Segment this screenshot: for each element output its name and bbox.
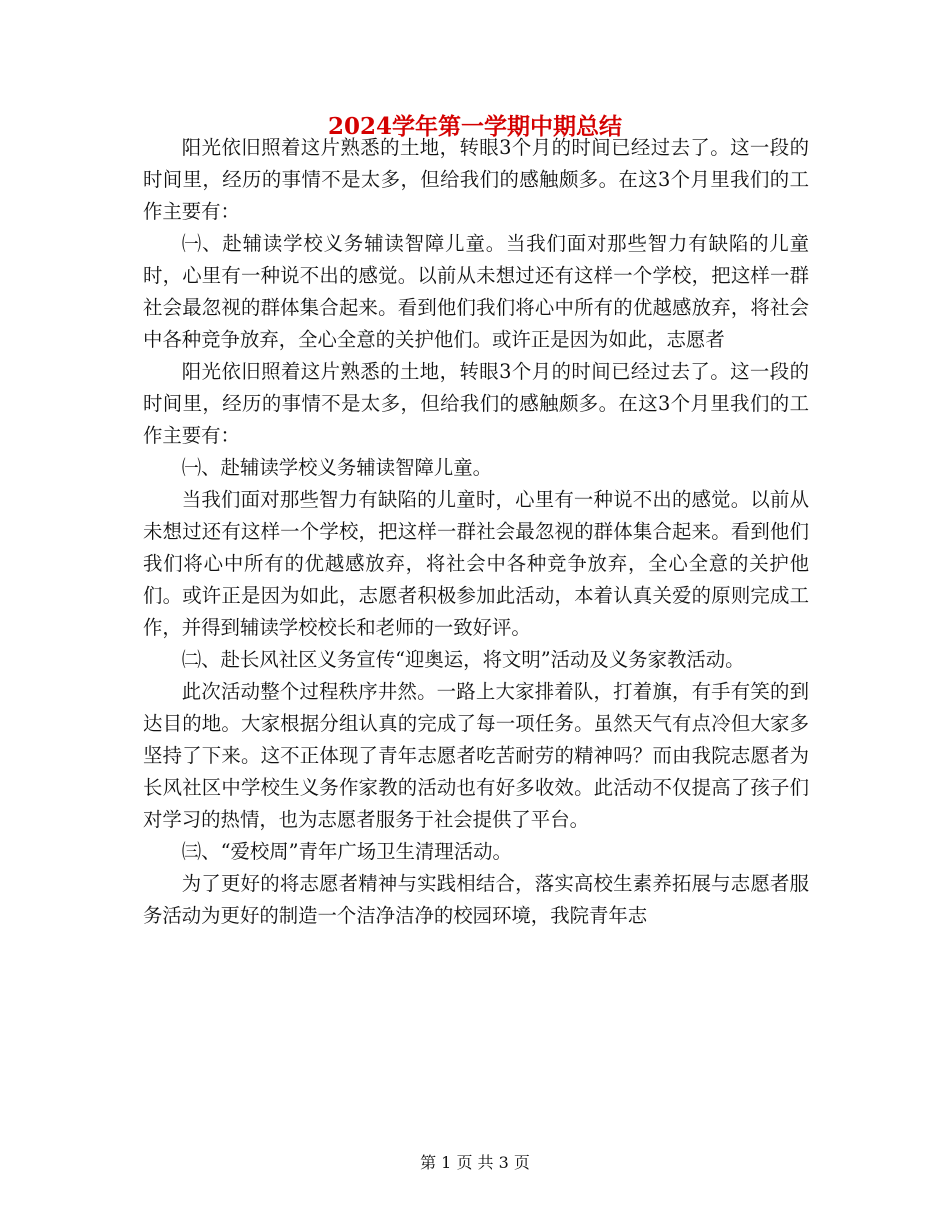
paragraph: 为了更好的将志愿者精神与实践相结合，落实高校生素养拓展与志愿者服务活动为更好的制造一个洁净洁净的校园环境，我院青年志 — [143, 872, 809, 927]
paragraph: ㈡、赴长风社区义务宣传“迎奥运，将文明”活动及义务家教活动。 — [181, 648, 745, 671]
paragraph: 阳光依旧照着这片熟悉的土地，转眼3个月的时间已经过去了。这一段的时间里，经历的事情不是太多，但给我们的感触颇多。在这3个月里我们的工作主要有： — [143, 360, 809, 447]
document-title: 2024学年第一学期中期总结 — [327, 113, 622, 140]
page-number-footer: 第 1 页 共 3 页 — [420, 1153, 530, 1172]
paragraph: 此次活动整个过程秩序井然。一路上大家排着队，打着旗，有手有笑的到达目的地。大家根据分组认真的完成了每一项任务。虽然天气有点冷但大家多坚持了下来。这不正体现了青年志愿者吃苦耐劳的精神吗？而由我院志愿者为长风社区中学校生义务作家教的活动也有好多收效。此活动不仅提高了孩子们对学习的热情，也为志愿者服务于社会提供了平台。 — [143, 680, 809, 831]
paragraph: ㈢、“爱校周”青年广场卫生清理活动。 — [181, 840, 512, 863]
paragraph: ㈠、赴辅读学校义务辅读智障儿童。当我们面对那些智力有缺陷的儿童时，心里有一种说不出的感觉。以前从未想过还有这样一个学校，把这样一群社会最忽视的群体集合起来。看到他们我们将心中所有的优越感放弃，将社会中各种竞争放弃，全心全意的关护他们。或许正是因为如此，志愿者 — [143, 232, 809, 351]
paragraph: ㈠、赴辅读学校义务辅读智障儿童。 — [181, 456, 493, 479]
paragraph: 阳光依旧照着这片熟悉的土地，转眼3个月的时间已经过去了。这一段的时间里，经历的事情不是太多，但给我们的感触颇多。在这3个月里我们的工作主要有： — [143, 136, 809, 223]
paragraph: 当我们面对那些智力有缺陷的儿童时，心里有一种说不出的感觉。以前从未想过还有这样一个学校，把这样一群社会最忽视的群体集合起来。看到他们我们将心中所有的优越感放弃，将社会中各种竞争放弃，全心全意的关护他们。或许正是因为如此，志愿者积极参加此活动，本着认真关爱的原则完成工作，并得到辅读学校校长和老师的一致好评。 — [143, 488, 809, 639]
document-body — [143, 132, 809, 932]
